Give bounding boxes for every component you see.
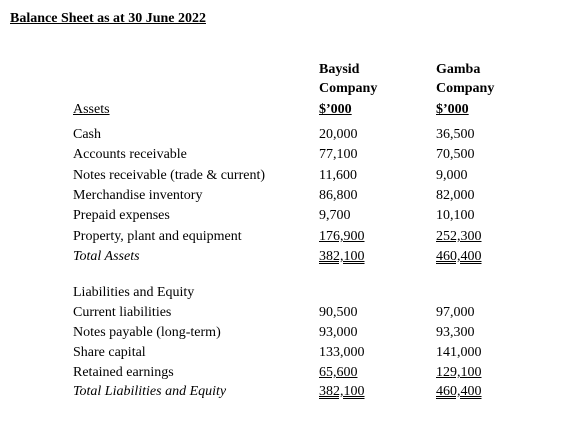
page-title: Balance Sheet as at 30 June 2022	[10, 11, 206, 26]
asset-row-gamba-value: 9,000	[436, 168, 468, 183]
asset-row-label: Accounts receivable	[73, 147, 187, 162]
gamba-header-line1: Gamba	[436, 62, 481, 77]
liability-row-gamba-value: 129,100	[436, 365, 482, 380]
asset-row-label: Property, plant and equipment	[73, 229, 242, 244]
total-liabilities-equity-baysid-value: 382,100	[319, 384, 365, 399]
asset-row-label: Merchandise inventory	[73, 188, 203, 203]
gamba-unit-header: $’000	[436, 102, 469, 117]
liability-row-baysid-value: 90,500	[319, 305, 358, 320]
total-assets-gamba-value: 460,400	[436, 249, 482, 264]
liability-row-gamba-value: 141,000	[436, 345, 482, 360]
liability-row-baysid-value: 93,000	[319, 325, 358, 340]
liability-row-label: Current liabilities	[73, 305, 172, 320]
asset-row-label: Prepaid expenses	[73, 208, 170, 223]
liabilities-equity-heading: Liabilities and Equity	[73, 285, 195, 300]
asset-row-gamba-value: 82,000	[436, 188, 475, 203]
asset-row-baysid-value: 20,000	[319, 127, 358, 142]
asset-row-baysid-value: 9,700	[319, 208, 351, 223]
asset-row-gamba-value: 70,500	[436, 147, 475, 162]
asset-row-label: Cash	[73, 127, 101, 142]
asset-row-baysid-value: 176,900	[319, 229, 365, 244]
liability-row-label: Notes payable (long-term)	[73, 325, 221, 340]
baysid-unit-header: $’000	[319, 102, 352, 117]
liability-row-label: Share capital	[73, 345, 146, 360]
assets-heading: Assets	[73, 102, 110, 117]
total-liabilities-equity-gamba-value: 460,400	[436, 384, 482, 399]
asset-row-baysid-value: 77,100	[319, 147, 358, 162]
total-assets-label: Total Assets	[73, 249, 140, 264]
liability-row-label: Retained earnings	[73, 365, 174, 380]
baysid-header-line2: Company	[319, 81, 378, 96]
asset-row-gamba-value: 36,500	[436, 127, 475, 142]
asset-row-label: Notes receivable (trade & current)	[73, 168, 266, 183]
gamba-header-line2: Company	[436, 81, 495, 96]
liability-row-baysid-value: 65,600	[319, 365, 358, 380]
baysid-header-line1: Baysid	[319, 62, 360, 77]
asset-row-baysid-value: 86,800	[319, 188, 358, 203]
liability-row-gamba-value: 97,000	[436, 305, 475, 320]
asset-row-gamba-value: 252,300	[436, 229, 482, 244]
liability-row-gamba-value: 93,300	[436, 325, 475, 340]
liability-row-baysid-value: 133,000	[319, 345, 365, 360]
total-assets-baysid-value: 382,100	[319, 249, 365, 264]
asset-row-gamba-value: 10,100	[436, 208, 475, 223]
asset-row-baysid-value: 11,600	[319, 168, 357, 183]
total-liabilities-equity-label: Total Liabilities and Equity	[73, 384, 227, 399]
